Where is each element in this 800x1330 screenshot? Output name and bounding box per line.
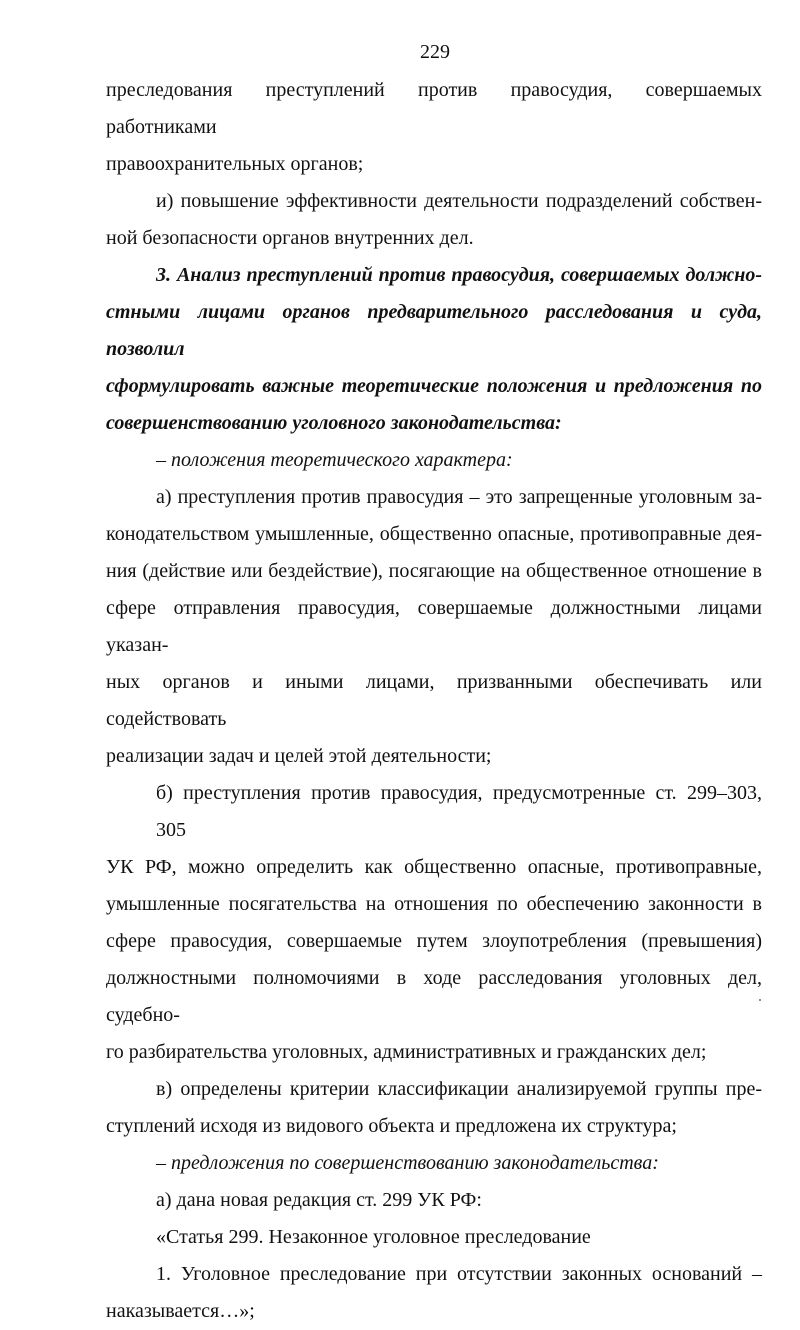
paragraph-legislation-subheading [106, 1145, 762, 1182]
text-line: б) преступления против правосудия, предусмотренные ст. 299–303, 305 [156, 782, 762, 841]
text-line: ной безопасности органов внутренних дел. [106, 227, 474, 249]
text-line: и) повышение эффективности деятельности подразделений собствен- [156, 190, 762, 212]
paragraph-item-a-theory [106, 479, 762, 775]
text-line: го разбирательства уголовных, административных и гражданских дел; [106, 1041, 707, 1063]
text-line: «Статья 299. Незаконное уголовное преследование [156, 1226, 591, 1248]
text-line: 1. Уголовное преследование при отсутствии законных оснований – [156, 1263, 762, 1285]
text-line: ния (действие или бездействие), посягающие на общественное отношение в [106, 560, 762, 582]
text-line: – положения теоретического характера: [156, 449, 513, 471]
paragraph-item-b-theory [106, 775, 762, 1071]
text-line: сфере отправления правосудия, совершаемые должностными лицами указан- [106, 597, 762, 656]
text-line: правоохранительных органов; [106, 153, 364, 175]
text-line: конодательством умышленные, общественно опасные, противоправные дея- [106, 523, 762, 545]
text-line: совершенствованию уголовного законодательства: [106, 412, 562, 434]
paragraph-item-i [106, 183, 762, 257]
text-line: сфере правосудия, совершаемые путем злоупотребления (превышения) [106, 930, 762, 952]
text-line: а) преступления против правосудия – это запрещенные уголовным за- [156, 486, 762, 508]
text-line: сформулировать важные теоретические положения и предложения по [106, 375, 762, 397]
paragraph-theoretical-subheading [106, 442, 762, 479]
text-line: ных органов и иными лицами, призванными обеспечивать или содействовать [106, 671, 762, 730]
text-line: стными лицами органов предварительного расследования и суда, позволил [106, 301, 762, 360]
text-line: а) дана новая редакция ст. 299 УК РФ: [156, 1189, 482, 1211]
text-line: – предложения по совершенствованию законодательства: [156, 1152, 659, 1174]
text-line: преследования преступлений против правосудия, совершаемых работниками [106, 79, 762, 138]
paragraph-article-299-part-1 [106, 1256, 762, 1330]
paragraph-prosecution-continuation [106, 72, 762, 183]
paragraph-item-a-legislation [106, 1182, 762, 1219]
text-line: ступлений исходя из видового объекта и предложена их структура; [106, 1115, 677, 1137]
page-number: 229 [420, 41, 450, 63]
text-line: реализации задач и целей этой деятельности; [106, 745, 492, 767]
paragraph-item-v-theory [106, 1071, 762, 1145]
text-line: в) определены критерии классификации анализируемой группы пре- [156, 1078, 762, 1100]
paragraph-article-299-title [106, 1219, 762, 1256]
text-line: 3. Анализ преступлений против правосудия, совершаемых должно- [156, 264, 762, 286]
scan-speck [759, 999, 761, 1001]
text-line: должностными полномочиями в ходе расследования уголовных дел, судебно- [106, 967, 762, 1026]
text-line: умышленные посягательства на отношения по обеспечению законности в [106, 893, 762, 915]
text-line: наказывается…»; [106, 1300, 255, 1322]
page-body [106, 72, 762, 1330]
text-line: УК РФ, можно определить как общественно опасные, противоправные, [106, 856, 762, 878]
paragraph-section-3-heading [106, 257, 762, 442]
